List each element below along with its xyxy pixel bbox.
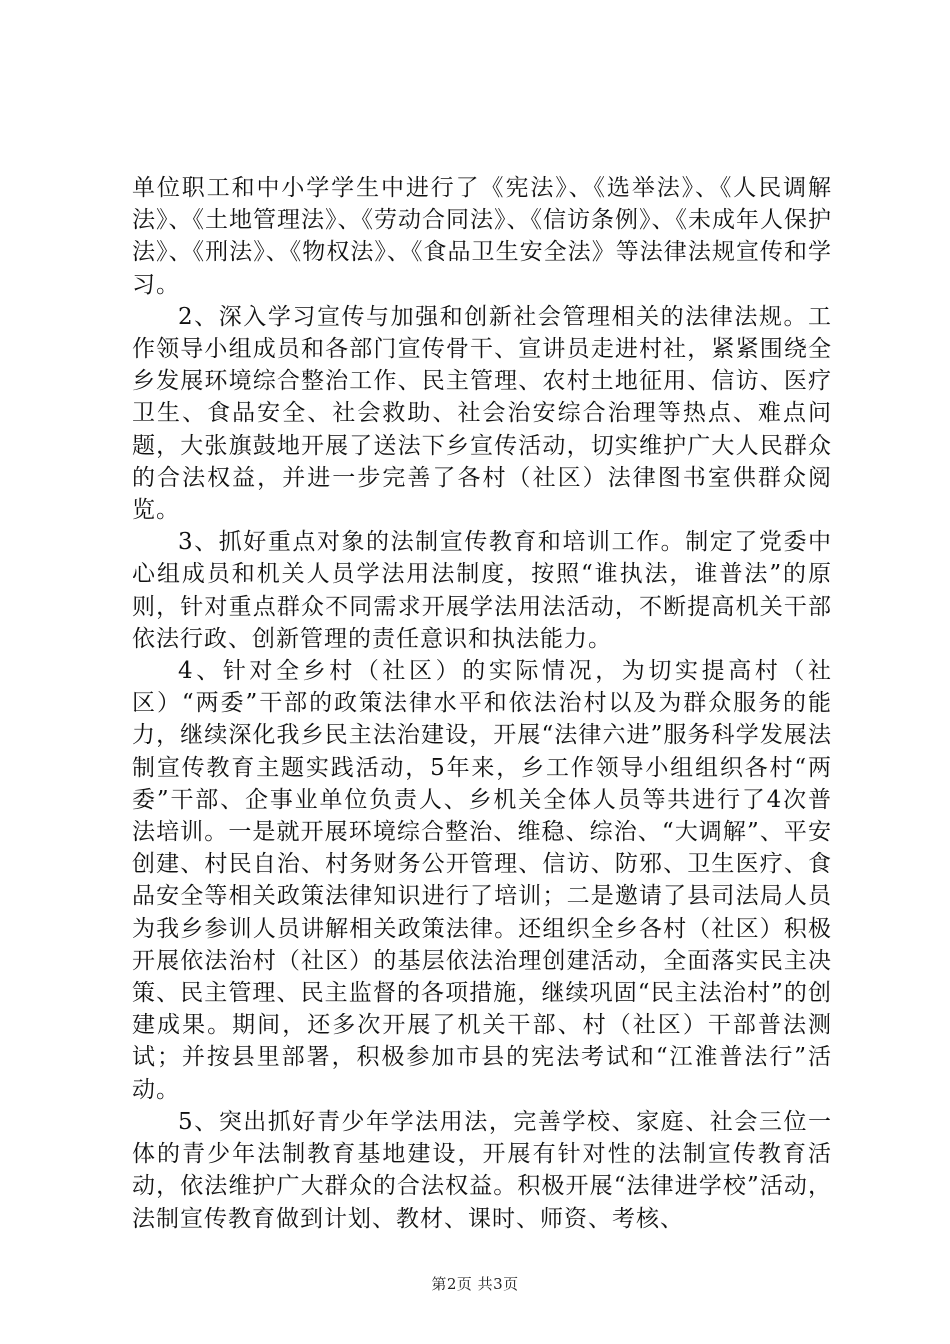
paragraph-item-5: 5、突出抓好青少年学法用法，完善学校、家庭、社会三位一体的青少年法制教育基地建设，开展有针对性的法制宣传教育活动，依法维护广大群众的合法权益。积极开展“法律进学校”活动，法制宣传教育做到计划、教材、课时、师资、考核、 — [132, 1108, 832, 1232]
paragraph-item-4: 4、针对全乡村（社区）的实际情况，为切实提高村（社区）“两委”干部的政策法律水平和依法治村以及为群众服务的能力，继续深化我乡民主法治建设，开展“法律六进”服务科学发展法制宣传教育主题实践活动，5年来，乡工作领导小组组织各村“两委”干部、企事业单位负责人、乡机关全体人员等共进行了4次普法培训。一是就开展环境综合整治、维稳、综治、“大调解”、平安创建、村民自治、村务财务公开管理、信访、防邪、卫生医疗、食品安全等相关政策法律知识进行了培训；二是邀请了县司法局人员为我乡参训人员讲解相关政策法律。还组织全乡各村（社区）积极开展依法治村（社区）的基层依法治理创建活动，全面落实民主决策、民主管理、民主监督的各项措施，继续巩固“民主法治村”的创建成果。期间，还多次开展了机关干部、村（社区）干部普法测试；并按县里部署，积极参加市县的宪法考试和“江淮普法行”活动。 — [132, 658, 832, 1103]
paragraph-continuation: 单位职工和中小学学生中进行了《宪法》、《选举法》、《人民调解法》、《土地管理法》、《劳动合同法》、《信访条例》、《未成年人保护法》、《刑法》、《物权法》、《食品卫生安全法》等法律法规宣传和学习。 — [132, 175, 832, 298]
paragraph-item-2: 2、深入学习宣传与加强和创新社会管理相关的法律法规。工作领导小组成员和各部门宣传骨干、宣讲员走进村社，紧紧围绕全乡发展环境综合整治工作、民主管理、农村土地征用、信访、医疗卫生、食品安全、社会救助、社会治安综合治理等热点、难点问题，大张旗鼓地开展了送法下乡宣传活动，切实维护广大人民群众的合法权益，并进一步完善了各村（社区）法律图书室供群众阅览。 — [132, 303, 832, 524]
paragraph-item-3: 3、抓好重点对象的法制宣传教育和培训工作。制定了党委中心组成员和机关人员学法用法制度，按照“谁执法，谁普法”的原则，针对重点群众不同需求开展学法用法活动，不断提高机关干部依法行政、创新管理的责任意识和执法能力。 — [132, 529, 832, 652]
document-body — [132, 172, 832, 1235]
page-number-footer: 第2页 共3页 — [431, 1275, 519, 1293]
